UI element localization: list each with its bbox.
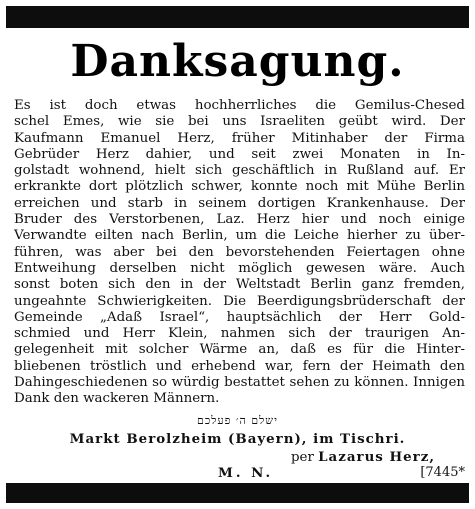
body-line: Gebrüder Herz dahier, und seit zwei Monaten in In- xyxy=(14,146,465,162)
body-line: erkrankte dort plötzlich schwer, konnte noch mit Mühe Berlin xyxy=(14,179,465,195)
body-line: golstadt wohnend, hielt sich geschäftlich in Rußland auf. Er xyxy=(14,163,465,179)
reference-number: [7445* xyxy=(420,465,465,480)
place-dateline: Markt Berolzheim (Bayern), im Tischri. xyxy=(69,431,406,447)
body-line: gelegenheit mit solcher Wärme an, daß es für die Hinter- xyxy=(14,342,465,358)
body-line: bliebenen tröstlich und erhebend war, fern der Heimath den xyxy=(14,358,465,374)
signer-name: Lazarus Herz, xyxy=(318,449,435,465)
body-line: erreichen und starb in seinem dortigen Krankenhause. Der xyxy=(14,195,465,211)
notice-body xyxy=(14,98,465,408)
body-line: Verwandte eilten nach Berlin, um die Leiche hierher zu über- xyxy=(14,228,465,244)
body-line: führen, was aber bei den bevorstehenden Feiertagen ohne xyxy=(14,244,465,260)
body-line: sonst boten sich den in der Weltstadt Berlin ganz fremden, xyxy=(14,277,465,293)
body-line: Dahingeschiedenen so würdig bestattet sehen zu können. Innigen xyxy=(14,375,465,391)
signer-prefix: per xyxy=(290,450,314,465)
body-line: Entweihung derselben nicht möglich gewesen wäre. Auch xyxy=(14,260,465,276)
top-border-rule xyxy=(6,6,469,28)
body-line: Dank den wackeren Männern. xyxy=(14,391,220,407)
hebrew-blessing: ישלם ה׳ פעלכם xyxy=(197,414,278,427)
body-line: Es ist doch etwas hochherrliches die Gemilus-Chesed xyxy=(14,98,465,113)
body-line: Bruder des Verstorbenen, Laz. Herz hier und noch einige xyxy=(14,212,465,228)
body-line: ungeahnte Schwierigkeiten. Die Beerdigungsbrüderschaft der xyxy=(14,293,465,309)
body-line: schmied und Herr Klein, nahmen sich der traurigen An- xyxy=(14,326,465,342)
body-line: schel Emes, wie sie bei uns Israeliten geübt wird. Der xyxy=(14,114,465,130)
body-line: Gemeinde „Adaß Israel“, hauptsächlich der Herr Gold- xyxy=(14,309,465,325)
initials: M. N. xyxy=(218,465,274,481)
headline: Danksagung. xyxy=(70,36,405,87)
signature xyxy=(291,449,435,465)
bottom-border-rule xyxy=(6,483,469,503)
body-line: Kaufmann Emanuel Herz, früher Mitinhaber der Firma xyxy=(14,130,465,146)
